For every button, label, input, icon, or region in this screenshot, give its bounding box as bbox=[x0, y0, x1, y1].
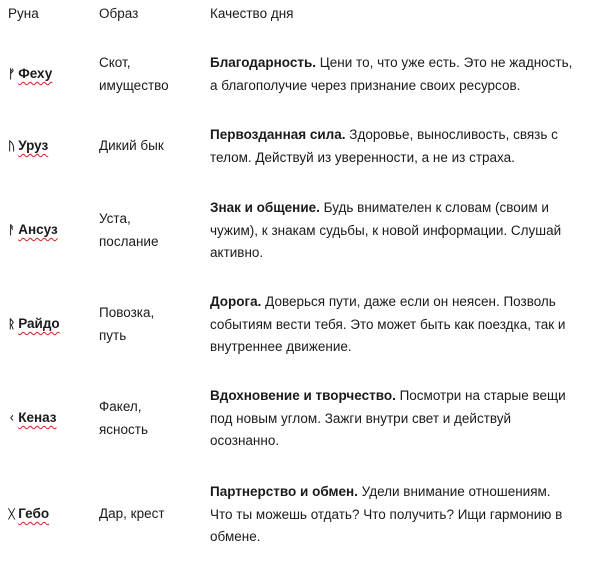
quality-text: Цени то, что уже есть. Это не жадность, bbox=[319, 55, 573, 70]
rune-label bbox=[8, 63, 93, 86]
rune-glyph: ᚢ bbox=[8, 139, 16, 153]
image-line: ясность bbox=[99, 421, 148, 437]
rune-image bbox=[99, 302, 204, 347]
rune-glyph: ᚠ bbox=[8, 67, 16, 81]
quality-lead: Партнерство и обмен. bbox=[210, 484, 358, 499]
rune-name: Феху bbox=[18, 66, 53, 81]
image-line: Скот, bbox=[99, 55, 131, 70]
quality-text: телом. Действуй из уверенности, а не из страха. bbox=[210, 149, 515, 165]
header-image: Образ bbox=[99, 6, 139, 21]
quality-lead: Знак и общение. bbox=[210, 200, 320, 215]
rune-name: Райдо bbox=[18, 316, 60, 331]
rune-glyph: ᚱ bbox=[8, 317, 16, 331]
rune-name: Ансуз bbox=[18, 222, 58, 237]
rune-glyph: ᚲ bbox=[8, 411, 16, 425]
image-line: Дикий бык bbox=[99, 138, 164, 153]
image-line: имущество bbox=[99, 77, 169, 93]
rune-quality bbox=[210, 481, 585, 549]
quality-text: активно. bbox=[210, 245, 264, 260]
rune-quality bbox=[210, 291, 585, 359]
quality-text: Доверься пути, даже если он неясен. Позволь bbox=[265, 294, 556, 309]
quality-lead: Первозданная сила. bbox=[210, 127, 346, 142]
quality-text: Здоровье, выносливость, связь с bbox=[349, 127, 558, 142]
rune-label bbox=[8, 503, 93, 526]
rune-quality bbox=[210, 52, 585, 97]
rune-quality bbox=[210, 197, 585, 265]
image-line: Повозка, bbox=[99, 305, 155, 320]
rune-image bbox=[99, 52, 204, 97]
quality-text: а благополучие через признание своих ресурсов. bbox=[210, 77, 521, 93]
rune-label bbox=[8, 313, 93, 336]
header-rune: Руна bbox=[8, 6, 39, 21]
rune-image bbox=[99, 208, 204, 253]
image-line: Дар, крест bbox=[99, 506, 165, 521]
image-line: путь bbox=[99, 327, 127, 343]
quality-lead: Вдохновение и творчество. bbox=[210, 388, 396, 403]
quality-text: Удели внимание отношениям. bbox=[361, 484, 551, 499]
quality-lead: Благодарность. bbox=[210, 55, 317, 70]
rune-quality bbox=[210, 385, 585, 453]
rune-name: Кеназ bbox=[18, 410, 57, 425]
image-line: Факел, bbox=[99, 399, 142, 414]
rune-quality bbox=[210, 124, 585, 169]
quality-lead: Дорога. bbox=[210, 294, 262, 309]
rune-image bbox=[99, 135, 204, 158]
quality-text: осознанно. bbox=[210, 433, 280, 448]
rune-glyph: ᚨ bbox=[8, 223, 16, 237]
image-line: послание bbox=[99, 233, 159, 249]
image-line: Уста, bbox=[99, 211, 131, 226]
quality-text: под новым углом. Зажги внутри свет и действуй bbox=[210, 410, 512, 426]
quality-text: событиям вести тебя. Это может быть как поездка, так и bbox=[210, 316, 566, 332]
rune-glyph: ᚷ bbox=[8, 507, 16, 521]
quality-text: внутреннее движение. bbox=[210, 339, 352, 354]
rune-label bbox=[8, 407, 93, 430]
quality-text: Посмотри на старые вещи bbox=[399, 388, 566, 403]
rune-label bbox=[8, 219, 93, 242]
rune-label bbox=[8, 135, 93, 158]
rune-name: Уруз bbox=[18, 138, 49, 153]
quality-text: обмене. bbox=[210, 529, 261, 544]
header-quality: Качество дня bbox=[210, 6, 294, 21]
quality-text: Что ты можешь отдать? Что получить? Ищи гармонию в bbox=[210, 506, 563, 522]
rune-image bbox=[99, 503, 204, 526]
quality-text: чужим), к знакам судьбы, к новой информации. Слушай bbox=[210, 222, 562, 238]
quality-text: Будь внимателен к словам (своим и bbox=[323, 200, 549, 215]
rune-image bbox=[99, 396, 204, 441]
rune-name: Гебо bbox=[18, 506, 50, 521]
